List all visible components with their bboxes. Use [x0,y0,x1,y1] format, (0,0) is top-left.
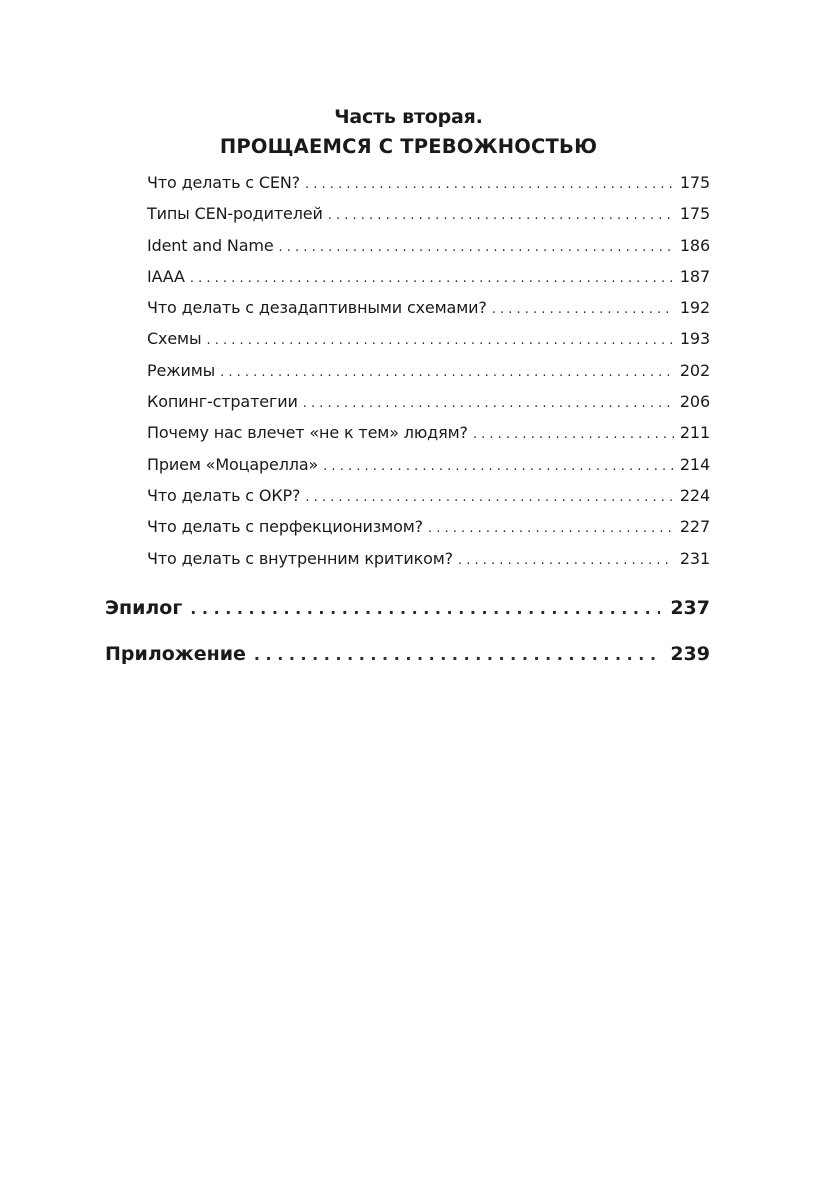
dot-leader [190,271,674,286]
toc-major-entry-title: Эпилог [105,597,183,619]
toc-entry-title: Схемы [147,329,202,349]
toc-entry[interactable] [147,298,710,329]
dot-leader [305,177,674,192]
toc-entry-title: IAAA [147,266,185,286]
toc-entry-page: 187 [679,266,710,286]
toc-entry[interactable] [147,455,710,486]
dot-leader [328,208,674,223]
toc-entry[interactable] [147,361,710,392]
dot-leader [305,490,674,505]
toc-entry-title: Что делать с дезадаптивными схемами? [147,298,487,318]
dot-leader [492,302,674,317]
toc-entry-title: Что делать с внутренним критиком? [147,548,453,568]
toc-entry-page: 175 [679,204,710,224]
toc-entry-title: Режимы [147,360,216,380]
toc-entry-page: 202 [679,360,710,380]
dot-leader [428,521,674,536]
toc-entry[interactable] [147,173,710,204]
dot-leader [206,333,673,348]
table-of-contents [147,173,710,580]
toc-entry-page: 186 [679,235,710,255]
toc-entry-page: 214 [679,454,710,474]
toc-entry[interactable] [147,236,710,267]
toc-entry-page: 192 [679,298,710,318]
dot-leader [220,365,674,380]
dot-leader [458,553,674,568]
toc-entry-title: Что делать с перфекционизмом? [147,517,423,537]
dot-leader [254,645,660,664]
toc-entry-title: Почему нас влечет «не к тем» людям? [147,423,468,443]
dot-leader [190,599,660,618]
toc-entry-page: 211 [679,423,710,443]
toc-major-entry-page: 237 [670,597,710,619]
toc-entry[interactable] [147,549,710,580]
toc-entry-title: Типы CEN-родителей [147,204,323,224]
major-sections [105,597,710,689]
toc-entry[interactable] [147,517,710,548]
toc-entry-page: 175 [679,173,710,192]
toc-entry-page: 224 [679,485,710,505]
toc-major-entry-page: 239 [670,643,710,665]
toc-entry-title: Ident and Name [147,235,274,255]
toc-major-entry-epilogue[interactable] [105,597,710,643]
toc-major-entry-title: Приложение [105,643,246,665]
toc-entry[interactable] [147,392,710,423]
part-heading [0,102,817,162]
dot-leader [323,459,674,474]
toc-entry-page: 227 [679,517,710,537]
toc-entry[interactable] [147,204,710,235]
toc-entry-page: 206 [679,392,710,412]
dot-leader [303,396,674,411]
toc-entry-page: 231 [679,548,710,568]
toc-entry-title: Что делать с CEN? [147,173,301,192]
toc-entry[interactable] [147,486,710,517]
part-title: Часть вторая. [334,106,483,128]
part-subtitle: ПРОЩАЕМСЯ С ТРЕВОЖНОСТЬЮ [219,135,598,158]
toc-entry-title: Прием «Моцарелла» [147,454,319,474]
toc-entry[interactable] [147,423,710,454]
dot-leader [473,427,674,442]
toc-entry-page: 193 [679,329,710,349]
toc-entry[interactable] [147,329,710,360]
toc-entry-title: Копинг-стратегии [147,392,298,412]
toc-entry-title: Что делать с ОКР? [147,485,301,505]
toc-major-entry-appendix[interactable] [105,643,710,689]
toc-entry[interactable] [147,267,710,298]
dot-leader [279,240,674,255]
